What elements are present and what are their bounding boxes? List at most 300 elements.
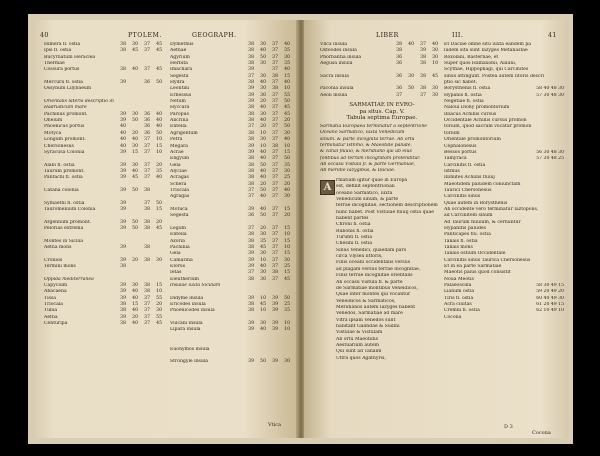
coordinate-value: 15 [284,270,290,276]
coordinate-value: 38 [248,118,254,124]
coordinate-value: 37 [272,124,278,130]
coordinate-value: 40 [260,206,266,212]
coordinate-value: 30 [260,92,266,98]
line-text: circa Vlysea littoris, [336,254,383,260]
line-text: Meridianos autem Iazyges habent [336,304,416,310]
coordinate-value: 39 [120,168,126,174]
coordinate-value: 36 [396,61,402,67]
line-text: Ad Taurum fiuuium, & cernuntur [444,219,521,225]
place-name: Triocala [44,302,64,308]
coordinate-value: 35 [260,238,266,244]
place-name: Symaethi fl. ostia [44,200,85,206]
coordinate-value: 20 [156,219,162,225]
coordinate-value: 36 [144,124,150,130]
coordinate-value: 36 [396,73,402,79]
coordinate-value: 38 [272,86,278,92]
line-text: Borysthenis fl. ostia [444,86,491,92]
coordinate-value: 40 [120,137,126,143]
line-text: Chesini fl. ostia [336,241,373,247]
coordinate-value: 38 [248,162,254,168]
coordinate-value: 30 [132,162,138,168]
line-text: Rubonis fl. ostia [336,228,374,234]
place-name: Phoenicus portus [44,124,85,130]
table-row [320,93,438,99]
coordinate-value: 30 [156,257,162,263]
coordinate-value: 38 [120,42,126,47]
coordinate-value: 58 30 49 15 [536,283,564,289]
place-name: Agrigentum [170,130,198,136]
line-text: Carcinitis fl. ostia [444,162,486,168]
coordinate-value: 37 [272,232,278,238]
place-name: Ancrina [170,118,189,124]
coordinate-value: 10 [432,61,438,67]
coordinate-value: 10 [260,295,266,301]
coordinate-value: 38 [248,137,254,143]
place-name: Pachinia [170,245,190,250]
line-text: ad plagam versus terrae incognitae, [336,266,421,272]
coordinate-value: 15 [284,238,290,244]
place-name: Syracusa Colonia [44,149,85,155]
coordinate-value: 15 [156,206,162,212]
coordinate-value: 38 [272,143,278,149]
coordinate-value: 20 [260,124,266,130]
coordinate-value: 40 [432,42,438,47]
coordinate-value: 37 [144,42,150,47]
coordinate-value: 30 [260,276,266,282]
coordinate-value: 38 [248,156,254,162]
line-text: Super quos Hamaxobii, Alauni, [444,61,517,67]
coordinate-value: 39 [120,283,126,289]
coordinate-value: 38 [272,73,278,79]
coordinate-value: 20 [132,314,138,320]
line-text: Tiris fl. ostia [444,295,474,301]
coordinate-value: 37 [272,61,278,67]
place-name: Tubia [44,308,58,314]
coordinate-value: 15 [284,251,290,257]
line-text: terrae incognitae, sectionem descriptionem [336,203,438,209]
coordinate-value: 50 [156,200,162,206]
coordinate-value: 50 [284,99,290,105]
coordinate-value: 60 40 49 30 [536,295,564,301]
place-name: Lipara insula [170,327,201,333]
coordinate-value: 35 [284,308,290,314]
coordinate-value: 39 [248,359,254,365]
place-name: Hadriaticum mare [44,105,87,111]
coordinate-value: 40 [156,124,162,130]
place-name: Abacaena [44,289,67,295]
catchword-right: Cocona [532,430,551,436]
coordinate-value: 37 [272,118,278,124]
line-text: Chroni fl. ostia [336,222,371,228]
coordinate-value: 30 [260,321,266,327]
coordinate-value: 40 [260,48,266,54]
line-text: de Sarmatiae montibus Veneidicos, [336,285,418,291]
coordinate-value: 20 [156,302,162,308]
line-text: Illiacus Achillis cursus [444,111,497,117]
place-name: Agyrium [170,54,190,60]
line-text: Finis terrae incognitae orientalis [336,273,413,279]
coordinate-value: 39 [272,308,278,314]
coordinate-value: 40 [156,111,162,117]
coordinate-value: 38 [248,48,254,54]
place-name: Alyciae [170,168,187,174]
coordinate-value: 40 [284,137,290,143]
coordinate-value: 38 [248,42,254,47]
coordinate-value: 39 [120,80,126,86]
coordinate-value: 39 [120,295,126,301]
coordinate-value: 45 [132,48,138,54]
coordinate-value: 39 [420,48,426,54]
coordinate-value: 50 [260,54,266,60]
coordinate-value: 45 [156,48,162,54]
coordinate-value: 38 [144,289,150,295]
coordinate-value: 40 [260,264,266,270]
line-text: Tanais mons [444,245,473,250]
coordinate-value: 50 [260,213,266,219]
coordinate-value: 35 [284,48,290,54]
coordinate-value: 39 [120,314,126,320]
coordinate-value: 30 [284,54,290,60]
coordinate-value: 37 [144,175,150,181]
place-name: Hydra [170,80,185,86]
place-name: Euonymos insula [170,346,210,352]
coordinate-value: 38 [120,321,126,327]
coordinate-value: 38 [144,206,150,212]
coordinate-value: 38 [248,168,254,174]
coordinate-value: 15 [132,149,138,155]
line-text: nunc habet. Post Vistulae fluuij ostia quae [336,209,434,215]
coordinate-value: 38 [396,42,402,47]
coordinate-value: 10 [284,245,290,250]
coordinate-value: 39 [120,225,126,231]
line-text: habent partes [336,216,369,222]
coordinate-value: 20 [132,130,138,136]
place-name: Alabi fl. ostia [44,162,75,168]
coordinate-value: 10 [284,143,290,149]
coordinate-value: 50 [408,86,414,92]
place-name: Cronius [44,257,63,263]
coordinate-value: 38 [120,264,126,270]
line-text: torium [444,130,460,136]
line-text: Sarmatia Europaea terminatur a septentrione [320,124,427,129]
coordinate-value: 38 [272,270,278,276]
coordinate-value: 37 [272,206,278,212]
coordinate-value: 30 [432,86,438,92]
place-name: Megara [170,143,189,149]
coordinate-value: 37 [272,137,278,143]
coordinate-value: 37 [272,238,278,244]
place-name: Strongyle insula [170,359,209,365]
coordinate-value: 38 [248,175,254,181]
line-text: Ab ortu Maeotidis [336,336,378,342]
coordinate-value: 38 [248,105,254,111]
place-name: Mercurii fl. ostia [44,80,83,86]
coordinate-value: 39 [120,289,126,295]
decorated-initial: A [320,180,335,195]
place-name: Netum [170,99,186,105]
place-name: Aetna [44,314,58,320]
coordinate-value: 38 [248,111,254,117]
coordinate-value: 37 [144,143,150,149]
coordinate-value: 50 [132,225,138,231]
coordinate-value: 37 [272,251,278,257]
place-name: Centuripa [44,321,68,327]
place-name: Azoria [170,238,185,244]
coordinate-value: 38 [144,245,150,250]
place-name: Montes in Sicilia [44,238,84,244]
place-name: Insulae iuxta Siciliam [170,283,221,289]
coordinate-value: 37 [144,162,150,168]
coordinate-value: 37 [420,42,426,47]
coordinate-value: 50 [260,359,266,365]
coordinate-value: 10 [156,149,162,155]
coordinate-value: 57 30 48 25 [536,156,564,162]
coordinate-value: 38 [248,54,254,60]
coordinate-value: 55 [156,295,162,301]
coordinate-value: 36 [144,130,150,136]
coordinate-value: 37 [272,194,278,200]
place-name: Ericodes insula [170,302,206,308]
coordinate-value: 37 [272,92,278,98]
coordinate-value: 37 [272,245,278,250]
place-name: Ipsi fl. ostia [44,48,72,54]
line-text: Oceano Sarmatico, iuxta Venedicum [320,130,405,136]
coordinate-value: 39 [248,86,254,92]
coordinate-value [150,359,162,365]
coordinate-value: 30 [284,130,290,136]
coordinate-value: 39 [248,143,254,149]
line-text: Hypanis fl. ostia [444,92,482,98]
coordinate-value: 37 [144,295,150,301]
place-name: Hyccara [170,105,190,111]
coordinate-value: 45 [156,321,162,327]
place-name: Aetna mons [44,245,72,250]
coordinate-value: 15 [284,206,290,212]
section-title-line2: pa situs. Cap. V. [359,108,405,115]
line-text: & Tanai fluuio, & meridiano qui ab eius [320,149,412,155]
place-name: Pachinus promont. [44,111,88,117]
coordinate-value: 59 20 49 20 [536,289,564,295]
coordinate-value: 37 [272,149,278,155]
place-name: Phoenicodes insula [170,308,215,314]
coordinate-value: 37 [248,225,254,231]
line-text: Cocona [444,314,462,320]
place-name: Didyme insula [170,295,204,301]
coordinate-value: 30 [260,137,266,143]
place-name: Dymethus [170,42,194,47]
coordinate-value: 50 [156,80,162,86]
coordinate-value: 37 [272,175,278,181]
place-name: Orientalis lateris descriptio in [44,99,114,105]
coordinate-value: 37 [248,187,254,193]
coordinate-value: 39 [120,245,126,250]
coordinate-value: 25 [284,264,290,270]
place-name: Gela [170,162,181,168]
coordinate-value: 15 [284,73,290,79]
coordinate-value: 39 [248,295,254,301]
coordinate-value: 38 [144,257,150,263]
coordinate-value: 36 [144,118,150,124]
place-name: Eleutherium [170,276,200,282]
page-number-left: 40 [40,32,49,39]
coordinate-value: 40 [260,175,266,181]
place-name: Camarina [170,257,193,263]
place-name: Paconia insula [320,86,354,92]
coordinate-value: 39 [248,327,254,333]
line-text: Orientale promontorium [444,137,501,143]
coordinate-value: 40 [260,105,266,111]
coordinate-value: 50 [260,162,266,168]
coordinate-value: 50 [132,118,138,124]
coordinate-value: 30 [260,232,266,238]
line-text: terminatur Isthmo, & Maeotide palude, [320,143,412,149]
place-name: Aetnae [170,48,187,54]
coordinate-value: 40 [120,124,126,130]
coordinate-value: 38 [248,130,254,136]
coordinate-value: 30 [132,143,138,149]
coordinate-value: 10 [284,232,290,238]
line-text: Ab occasu Vistula fl. & parte [336,279,403,285]
place-name: Herbita [170,61,188,67]
line-text: oceano Sarmatico, iuxta [336,190,393,196]
place-name: Leontini [170,86,190,92]
line-text: Occidentale Achillis cursus promon [444,118,527,124]
place-name: Thermae [44,61,65,67]
line-text: Quae inter montes qui vocantur [336,292,411,298]
line-text: Et Daciae omne situ iuxta eandem pa [444,42,532,47]
coordinate-value: 39 [272,327,278,333]
coordinate-value: 40 [132,321,138,327]
line-text: Et in ea parte Sarmatiae [444,264,502,270]
coordinate-value: 30 [132,283,138,289]
place-name: Himera fl. ostia [44,42,81,47]
line-text: Ab meridie Iazygibus, & Daciae. [320,168,396,174]
coordinate-value: 39 [272,295,278,301]
coordinate-value: 15 [284,149,290,155]
coordinate-value: 37 [144,137,150,143]
coordinate-value: 40 [260,194,266,200]
coordinate-value: 30 [260,111,266,117]
coordinate-value: 37 [272,264,278,270]
coordinate-value: 15 [284,225,290,231]
place-name: Pantachi fl. ostia [44,175,83,181]
line-text: Cremni fl. ostia [444,308,480,314]
coordinate-value: 38 [144,219,150,225]
coordinate-value: 30 [260,86,266,92]
coordinate-value: 20 [260,225,266,231]
place-name: Longum promont. [44,137,86,143]
line-text: Qui sunt ad Tanaim [336,349,382,355]
coordinate-value: 38 [248,232,254,238]
coordinate-value: 45 [156,225,162,231]
coordinate-value: 20 [132,257,138,263]
line-text: Tanais ostium Occidentale [444,251,506,257]
line-text: Aestuarium autem [336,342,379,348]
coordinate-value: 20 [284,181,290,187]
coordinate-value: 50 [284,156,290,162]
coordinate-value: 39 [248,206,254,212]
coordinate-value: 40 [132,168,138,174]
line-text: Illimites Achillis fluuij [444,175,495,181]
coordinate-value: 38 [248,245,254,250]
place-name: Termini mons [44,264,76,270]
coordinate-value: 37 [272,187,278,193]
coordinate-value: 30 [260,270,266,276]
coordinate-value: 38 [120,308,126,314]
coordinate-value: 50 [156,130,162,136]
left-column-a [44,42,162,366]
coordinate-value: 37 [144,149,150,155]
coordinate-value: 38 [248,276,254,282]
coordinate-value: 38 [248,238,254,244]
place-name: Agragas [170,194,190,200]
coordinate-value: 39 [248,257,254,263]
coordinate-value: 38 [248,308,254,314]
line-text: est, definit septentrionali [336,184,395,190]
coordinate-value: 37 [272,111,278,117]
coordinate-value: 37 [272,257,278,263]
coordinate-value: 56 30 48 30 [536,149,564,155]
coordinate-value: 38 [420,86,426,92]
place-name: Catana colonia [44,187,79,193]
place-name: Ietas [170,270,182,276]
line-text: Vltra ipsam Venedos sunt [336,317,396,323]
signature-mark: D 3 [504,424,513,430]
place-name: Petra [170,137,183,143]
place-name: Engyum [170,156,190,162]
coordinate-value: 39 [120,111,126,117]
coordinate-value: 37 [248,124,254,130]
coordinate-value: 45 [260,245,266,250]
coordinate-value: 45 [432,73,438,79]
coordinate-value: 30 [132,42,138,47]
coordinate-value: 30 [260,61,266,67]
coordinate-value: 39 [248,99,254,105]
coordinate-value: 10 [260,308,266,314]
line-text: Naloui Diony promontorium [444,105,510,111]
line-text: Roxolani, Basternae, et [444,54,499,60]
coordinate-value: 39 [120,257,126,263]
coordinate-value [138,359,150,365]
running-head-liber: LIBER [376,32,399,39]
line-text: Vistulae & Vistulam [336,330,383,336]
coordinate-value: 37 [272,181,278,187]
coordinate-value: 38 [248,302,254,308]
line-text: rmatiam igitur quae in Europa [336,178,408,183]
line-text: Ab occasu Vistula fl. & parte Germaniae, [320,162,416,168]
right-column-a-table [320,42,438,99]
place-name: Vlica insula [320,42,347,47]
coordinate-value: 38 [120,48,126,54]
coordinate-value: 38 [248,181,254,187]
coordinate-value: 36 [144,111,150,117]
coordinate-value: 37 [272,225,278,231]
coordinate-value [114,359,126,365]
place-name: Legum [170,225,187,231]
coordinate-value: 38 [144,283,150,289]
line-text: Acra ciuitas [444,302,472,308]
coordinate-value: 62 10 49 10 [536,308,564,314]
coordinate-value: 20 [284,213,290,219]
place-name: Motuca [170,206,188,212]
line-text: sinum. & parte incognita terrae. Ab ortu [320,136,415,142]
coordinate-value: 40 [260,118,266,124]
coordinate-value: 40 [120,130,126,136]
coordinate-value: 39 [120,118,126,124]
line-text: fontibus ad terram incognitam protenditur. [320,155,421,161]
coordinate-value: 39 [120,162,126,168]
table-row [170,359,290,365]
